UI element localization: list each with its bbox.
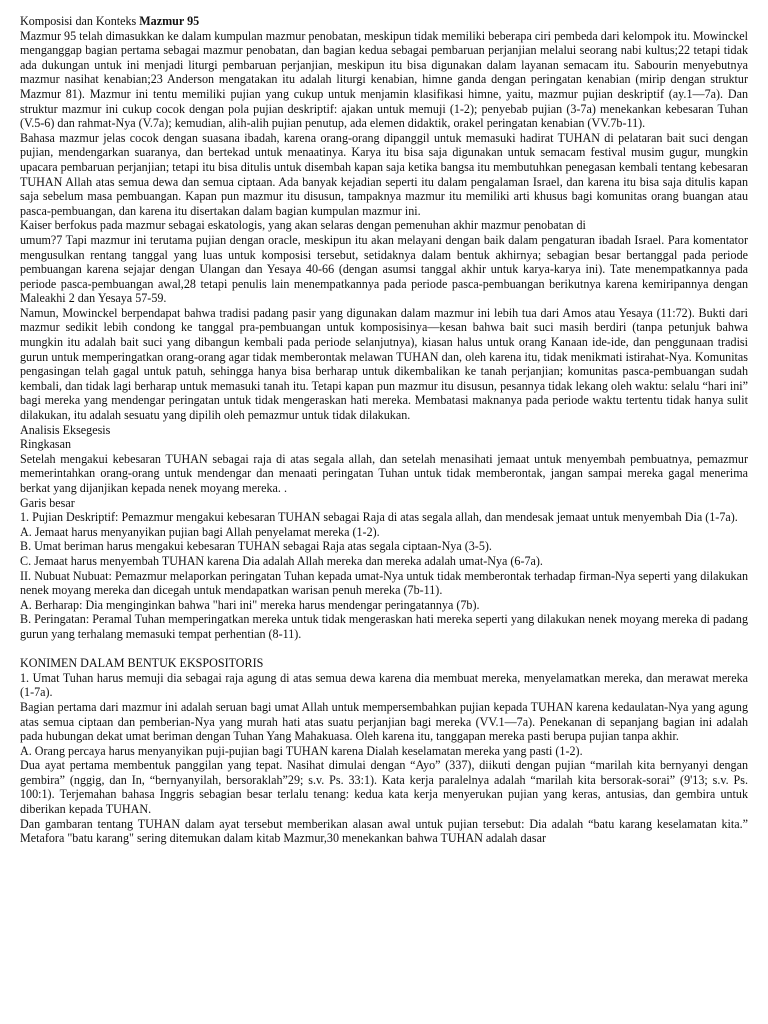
paragraph: A. Orang percaya harus menyanyikan puji-pujian bagi TUHAN karena Dialah keselamatan mereka yang pasti (1-2). [20, 743, 583, 758]
paragraph: Dan gambaran tentang TUHAN dalam ayat tersebut memberikan alasan awal untuk pujian tersebut: Dia adalah “batu karang keselamatan kita.” Metafora "batu karang" sering ditemukan dalam kitab Mazmur,30 menekankan bahwa TUHAN adalah dasar [20, 816, 748, 846]
outline-item: A. Berharap: Dia menginginkan bahwa "hari ini" mereka harus mendengar peringatannya (7b). [20, 597, 480, 612]
outline-item: A. Jemaat harus menyanyikan pujian bagi Allah penyelamat mereka (1-2). [20, 524, 380, 539]
outline-item: C. Jemaat harus menyembah TUHAN karena Dia adalah Allah mereka dan mereka adalah umat-Nya (6-7a). [20, 553, 543, 568]
paragraph: Namun, Mowinckel berpendapat bahwa tradisi padang pasir yang digunakan dalam mazmur ini lebih tua dari Amos atau Yesaya (11:72). Bukti dari mazmur sedikit lebih condong ke tanggal pra-pembuangan untuk komposisinya—kesan bahwa bait suci masih berdiri (tanpa petunjuk bahwa mungkin itu adalah bait suci yang dibangun kembali pada periode selanjutnya), kiasan halus untuk orang Kanaan ide-ide, dan penggunaan tradisi gurun untuk memperingatkan orang-orang agar tidak memberontak melawan TUHAN dan, oleh karena itu, tidak menikmati istirahat-Nya. Komunitas pengasingan telah gagal untuk patuh, sehingga hanya bisa berharap untuk dikembalikan ke tanah perjanjian; komunitas pasca-pembuangan sudah kembali, dan tidak lagi berharap untuk memasuki tanah itu. Tetapi kapan pun mazmur itu disusun, pesannya tidak lekang oleh waktu: selalu “hari ini” bagi mereka yang mendengar peringatan untuk tidak mengeraskan hati mereka. Membatasi maknanya pada periode waktu tertentu tidak hanya sulit dilakukan, itu adalah sesuatu yang dipilih oleh pemazmur untuk tidak dilakukan. [20, 305, 748, 423]
paragraph: Kaiser berfokus pada mazmur sebagai eskatologis, yang akan selaras dengan pemenuhan akhir mazmur penobatan di [20, 218, 586, 233]
paragraph: 1. Umat Tuhan harus memuji dia sebagai raja agung di atas semua dewa karena dia membuat mereka, menyelamatkan mereka, dan merawat mereka (1-7a). [20, 670, 748, 700]
outline-item: II. Nubuat Nubuat: Pemazmur melaporkan peringatan Tuhan kepada umat-Nya untuk tidak memberontak terhadap firman-Nya seperti yang dilakukan nenek moyang mereka dan dicegah untuk mendapatkan warisan penuh mereka (7b-11). [20, 568, 748, 598]
outline-item: B. Peringatan: Peramal Tuhan memperingatkan mereka untuk tidak mengeraskan hati mereka seperti yang dilakukan nenek moyang mereka di padang gurun yang terhalang memasuki tempat perhentian (8-11). [20, 612, 748, 641]
blank-line [20, 642, 748, 657]
section-heading: Garis besar [20, 495, 75, 510]
paragraph: umum?7 Tapi mazmur ini terutama pujian dengan oracle, meskipun itu akan melayani dengan baik dalam pengaturan ibadah Israel. Para komentator mengusulkan rentang tanggal yang luas untuk komposisi tersebut, setidaknya dalam bentuk akhirnya; sebagian besar bertanggal pada periode pembuangan karena sejajar dengan Ulangan dan Yesaya 40-66 (dengan asumsi tanggal akhir untuk karya-karya ini). Tate menempatkannya pada periode pasca-pembuangan awal,28 tetapi penulis lain menempatkannya pada periode pasca-pembuangan berikutnya karena kemiripannya dengan Maleakhi 2 dan Yesaya 57-59. [20, 232, 748, 306]
paragraph: Bagian pertama dari mazmur ini adalah seruan bagi umat Allah untuk mempersembahkan pujian kepada TUHAN karena kedaulatan-Nya yang agung atas semua ciptaan dan pemberian-Nya yang murah hati atas suatu perjanjian bagi mereka (VV.1—7a). Penekanan di sepanjang bagian ini adalah pada hubungan dekat umat beriman dengan Tuhan Yang Mahakuasa. Oleh karena itu, tanggapan mereka pasti berupa pujian tanpa akhir. [20, 699, 748, 744]
document-title [20, 14, 748, 29]
section-heading: Analisis Eksegesis [20, 422, 111, 437]
outline-item: B. Umat beriman harus mengakui kebesaran TUHAN sebagai Raja atas segala ciptaan-Nya (3-5). [20, 539, 492, 554]
outline-item: 1. Pujian Deskriptif: Pemazmur mengakui kebesaran TUHAN sebagai Raja di atas segala allah, dan mendesak jemaat untuk menyembah Dia (1-7a). [20, 510, 738, 525]
paragraph: Mazmur 95 telah dimasukkan ke dalam kumpulan mazmur penobatan, meskipun tidak memiliki beberapa ciri pembeda dari kelompok itu. Mowinckel menganggap bagian pertama sebagai mazmur penobatan, dan bagian kedua sebagai pembaruan perjanjian melalui seorang nabi kultus;22 tetapi tidak ada dukungan untuk ini menjadi liturgi pembaruan perjanjian, meskipun itu bisa digunakan dalam layanan semacam itu. Sabourin menyebutnya mazmur nasihat kenabian;23 Anderson mengatakan itu adalah liturgi kenabian, himne ganda dengan peringatan kenabian (mirip dengan struktur Mazmur 81). Mazmur ini tentu memiliki pujian yang cukup untuk menjamin klasifikasi himne, yaitu, mazmur pujian deskriptif (ay.1—7a). Dan struktur mazmur ini cukup cocok dengan pola pujian deskriptif: ajakan untuk memuji (1-2); penyebab pujian (3-7a) menekankan kebesaran Tuhan (V.5-6) dan rahmat-Nya (V.7a); kemudian, alih-alih pujian penutup, ada elemen didaktik, orakel peringatan kenabian (VV.7b-11). [20, 28, 748, 131]
paragraph: Bahasa mazmur jelas cocok dengan suasana ibadah, karena orang-orang dipanggil untuk memasuki hadirat TUHAN di pelataran bait suci dengan pujian, mendengarkan suaranya, dan bertekad untuk menaatinya. Karya itu bisa saja digunakan untuk semacam festival musim gugur, mungkin upacara pembaruan perjanjian; tetapi itu bisa ditulis untuk disembah kapan saja ketika bangsa itu membutuhkan penegasan kembali tentang kebesaran TUHAN Allah atas semua dewa dan semua ciptaan. Ada banyak kejadian seperti itu dalam pengalaman Israel, dan karena itu bisa saja ditulis kapan saja sebelum masa pembuangan. Kapan pun mazmur itu disusun, tampaknya mazmur itu memiliki arti khusus bagi komunitas orang buangan atau pasca-pembuangan, dan karena itu disertakan dalam bagian kumpulan mazmur ini. [20, 130, 748, 218]
paragraph: Setelah mengakui kebesaran TUHAN sebagai raja di atas segala allah, dan setelah menasihati jemaat untuk menyembah pembuatnya, pemazmur memerintahkan orang-orang untuk mendengar dan menaati peringatan Tuhan untuk tidak memberontak, jangan sampai mereka gagal menerima berkat yang dijanjikan kepada nenek moyang mereka. . [20, 451, 748, 495]
paragraph: Dua ayat pertama membentuk panggilan yang tepat. Nasihat dimulai dengan “Ayo” (337), diikuti dengan pujian “marilah kita bernyanyi dengan gembira” (nggig, dan In, “bernyanyilah, bersoraklah”29; s.v. Ps. 33:1). Kata kerja paralelnya adalah “marilah kita bersorak-sorai” (9'13; s.v. Ps. 100:1). Terjemahan bahasa Inggris sebagian besar terlalu tenang: kedua kata kerja menyerukan pujian yang keras, antusias, dan gembira untuk diberikan kepada TUHAN. [20, 758, 748, 817]
body-section-1 [20, 29, 748, 642]
body-section-2 [20, 656, 748, 846]
section-heading: KONIMEN DALAM BENTUK EKSPOSITORIS [20, 656, 264, 671]
section-heading: Ringkasan [20, 437, 72, 452]
title-prefix: Komposisi dan Konteks [20, 14, 140, 28]
title-bold: Mazmur 95 [139, 14, 200, 28]
